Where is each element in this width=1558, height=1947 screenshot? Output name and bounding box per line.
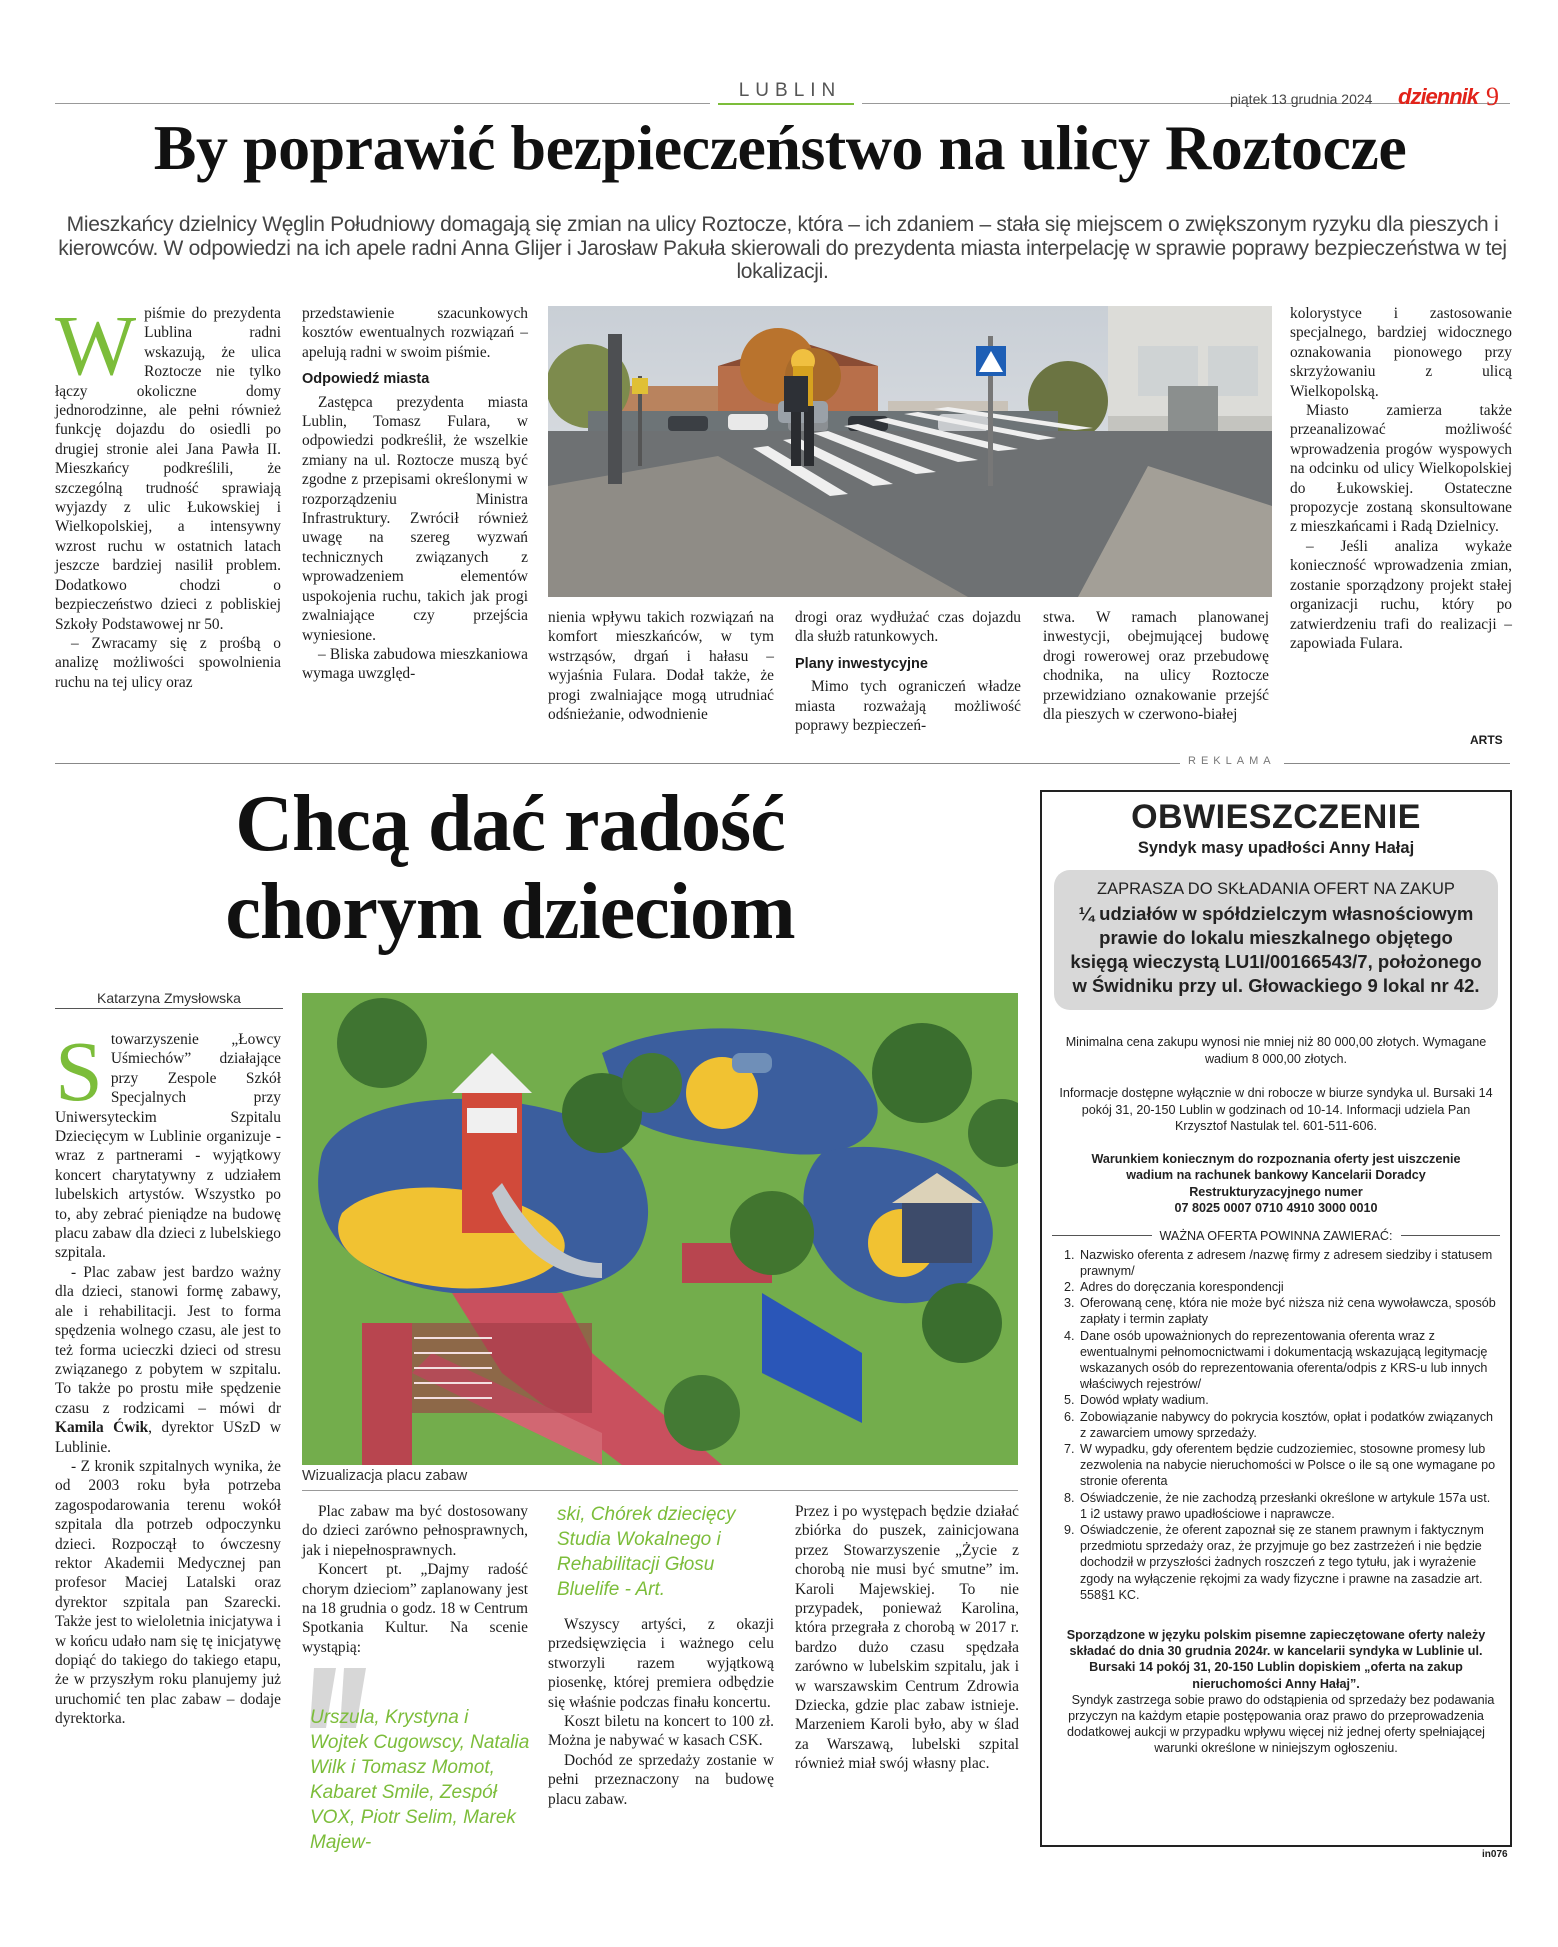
article1-column-1 — [55, 297, 281, 692]
article1-column-5 — [1043, 608, 1269, 724]
requirement-item: 1. Nazwisko oferenta z adresem /nazwę firmy z adresem siedziby i statusem prawnym/ — [1078, 1247, 1498, 1279]
article1-paragraph: Zastępca prezydenta miasta Lublin, Tomasz Fulara, w odpowiedzi podkreślił, że wszelkie zmiany na ul. Roztocze muszą być zgodne z przepisami określonymi w rozporządzeniu Ministra Infrastruktury. Zwrócił również uwagę na szereg wyzwań technicznych związanych z wprowadzeniem elementów uspokojenia ruchu, takich jak progi zwalniające czy przejścia wyniesione. — [302, 393, 528, 644]
article2-author: Katarzyna Zmysłowska — [97, 990, 241, 1006]
requirement-item: 9. Oświadczenie, że oferent zapoznał się ze stanem prawnym i faktycznym przedmiotu sprzedaży oraz, że przyjmuje go bez zastrzeżeń i nie będzie dochodził w przyszłości żadnych roszczeń z tego tytułu, jak i wyrażenie zgody na wyłączenie rękojmi za wady fizyczne i prawne na zasadzie art. 558§1 KC. — [1078, 1522, 1498, 1603]
article1-lead: Mieszkańcy dzielnicy Węglin Południowy domagają się zmian na ulicy Roztocze, która – ich zdaniem – stała się miejscem o zwiększonym ryzyku dla pieszych i kierowców. W odpowiedzi na ich apele radni Anna Glijer i Jarosław Pakuła skierowali do prezydenta miasta interpelację w sprawie poprawy bezpieczeństwa w tej lokalizacji. — [58, 213, 1507, 283]
header-rule-left — [55, 103, 710, 104]
article2-paragraph: Przez i po występach będzie działać zbiórka do puszek, zainicjowana przez Stowarzyszenie „Życie z chorobą nie musi być smutne” im. Karoli Majewskiej. To nie przypadek, ponieważ Karolina, która przegrała z chorobą w 2017 r. bardzo dużo czasu spędzała zarówno w lubelskim szpitalu, jak i w warszawskim Centrum Zdrowia Dziecka, gdzie plac zabaw istnieje. Marzeniem Karoli było, aby w ślad za Warszawą, lubelski szpital również miał swój własny plac. — [795, 1503, 1019, 1773]
article2-title-line: chorym dzieciom — [225, 868, 795, 956]
page-number: 9 — [1486, 82, 1499, 111]
article1-signature: ARTS — [1470, 733, 1503, 747]
article2-paragraph — [55, 1263, 281, 1457]
section-label: LUBLIN — [738, 80, 842, 101]
pull-quote-1: Urszula, Krystyna i Wojtek Cugowscy, Natalia Wilk i Tomasz Momot, Kabaret Smile, Zespół VOX, Piotr Selim, Marek Majew- — [310, 1707, 530, 1853]
article2-column-3 — [548, 1615, 774, 1809]
article2-text: , dyrektor USzD w Lublinie. — [55, 1419, 281, 1456]
article1-subheading: Odpowiedź miasta — [302, 371, 430, 388]
article1-paragraph: kolorystyce i zastosowanie specjalnego, bardziej widocznego oznakowania pionowego przy skrzyżowaniu z ulicą Wielkopolską. — [1290, 305, 1512, 400]
article1-title: By poprawić bezpieczeństwo na ulicy Roztocze — [153, 112, 1407, 183]
article1-paragraph: stwa. W ramach planowanej inwestycji, obejmującej budowę drogi rowerowej oraz przebudowę chodnika, na ulicy Roztocze przewidziano oznakowanie przejść dla pieszych w czerwono-białej — [1043, 609, 1269, 724]
article1-paragraph: nienia wpływu takich rozwiązań na komfort mieszkańców, w tym wstrząsów, drgań i hałasu – wyjaśnia Fulara. Dodał także, że progi zwalniające mogą utrudniać odśnieżanie, odwodnienie — [548, 609, 774, 724]
street-crossing-photo — [548, 306, 1272, 597]
article2-paragraph: Koncert pt. „Dajmy radość chorym dzieciom” zaplanowany jest na 18 grudnia o godz. 18 w Centrum Spotkania Kultur. Na scenie wystąpią: — [302, 1561, 528, 1656]
article2-paragraph: towarzyszenie „Łowcy Uśmiechów” działające przy Zespole Szkół Specjalnych przy Uniwersyteckim Szpitalu Dziecięcym w Lublinie organizuje - wraz z partnerami - wyjątkowy koncert charytatywny z udziałem lubelskich artystów. Wszystko po to, aby zebrać pieniądze na budowę placu zabaw dla dzieci z lubelskiego szpitala. — [55, 1031, 281, 1262]
article1-paragraph: Miasto zamierza także przeanalizować możliwość wprowadzenia progów wyspowych na odcinku od ulicy Wielkopolskiej do Łukowskiej. Ostateczne propozycje zostaną skonsultowane z mieszkańcami i Radą Dzielnicy. — [1290, 402, 1512, 536]
brand-logo: dziennik — [1398, 84, 1479, 109]
offer-invitation: ZAPRASZA DO SKŁADANIA OFERT NA ZAKUP — [1097, 880, 1455, 898]
article2-paragraph: Koszt biletu na koncert to 100 zł. Można je nabywać w kasach CSK. — [548, 1713, 774, 1750]
closing-text: Syndyk zastrzega sobie prawo do odstąpienia od sprzedaży bez podawania przyczyn na każdym etapie postępowania oraz prawo do przeprowadzenia dodatkowej aukcji w przypadku wpływu więcej niż jednej oferty spełniającej warunki określone w niniejszym ogłoszeniu. — [1067, 1692, 1495, 1756]
street-crossing-illustration — [548, 306, 1272, 597]
article2-title-line: Chcą dać radość — [235, 780, 785, 868]
article2-dropcap: S — [55, 1023, 103, 1119]
offer-subject: ¼ udziałów w spółdzielczym własnościowym prawie do lokalu mieszkalnego objętego księgą wieczystą LU1I/00166543/7, położonego w Świdniku przy ul. Głowackiego 9 lokal nr 42. — [1070, 903, 1482, 996]
caption-rule — [302, 1490, 1018, 1491]
requirement-item: 3. Oferowaną cenę, która nie może być niższa niż cena wywoławcza, sposób zapłaty i termin zapłaty — [1078, 1295, 1498, 1327]
requirements-list — [1056, 1247, 1498, 1603]
article2-column-4 — [795, 1502, 1019, 1774]
requirement-item: 4. Dane osób upoważnionych do reprezentowania oferenta wraz z ewentualnymi pełnomocnictwami i dokumentacją wskazującą legitymację wskazanych osób do reprezentowania oferenta/odpis z KRS-u lub innych właściwych rejestrów/ — [1078, 1328, 1498, 1393]
bank-account: 07 8025 0007 0710 4910 3000 0010 — [1174, 1201, 1378, 1215]
article1-paragraph: piśmie do prezydenta Lublina radni wskazują, że ulica Roztocze nie tylko łączy okoliczne domy jednorodzinne, ale pełni również funkcję dojazdu do osiedli po drugiej stronie alei Jana Pawła II. Mieszkańcy podkreślili, że szczególną trudność sprawiają wyjazdy z ulic Łukowskiej i Wielkopolskiej, a intensywny wzrost ruchu w ostatnich latach jeszcze bardziej nasilił problem. Dodatkowo chodzi o bezpieczeństwo dzieci z pobliskiej Szkoły Podstawowej nr 50. — [55, 305, 281, 633]
deposit-condition: Warunkiem koniecznym do rozpoznania oferty jest uiszczenie wadium na rachunek bankowy Kancelarii Doradcy Restrukturyzacyjnego numer — [1091, 1151, 1461, 1199]
announcement-box — [1040, 790, 1512, 1847]
list-heading-rule — [1052, 1235, 1152, 1236]
article2-paragraph: - Z kronik szpitalnych wynika, że od 2003 roku była potrzeba zagospodarowania terenu wokół szpitala dla potrzeb odpoczynku dzieci. Rozpoczął to ówczesny rektor Akademii Medycznej pan profesor Maciej Latalski oraz dyrektor szpitala pan Szarecki. Także jest to wieloletnia inicjatywa i w końcu udało nam się tę inicjatywę dopiąć do takiego do takiego etapu, że w przyszłym roku planujemy już uruchomić ten plac zabaw – dodaje dyrektorka. — [55, 1457, 281, 1728]
pull-quote-2: ski, Chórek dziecięcy Studia Wokalnego i Rehabilitacji Głosu Bluelife - Art. — [557, 1504, 736, 1600]
article2-paragraph: Wszyscy artyści, z okazji przedsięwzięcia i ważnego celu stworzyli razem wyjątkową piosenkę, której premiera odbędzie się właśnie podczas finału koncertu. — [548, 1616, 774, 1711]
requirement-item: 6. Zobowiązanie nabywcy do pokrycia kosztów, opłat i podatków związanych z zawarciem umowy sprzedaży. — [1078, 1409, 1498, 1441]
ad-code: in076 — [1482, 1849, 1508, 1860]
article1-column-4 — [795, 608, 1021, 735]
article1-paragraph: – Jeśli analiza wykaże konieczność wprowadzenia zmian, zostanie sporządzony projekt stałej organizacji ruchu, który po zatwierdzeniu trafi do realizacji – zapowiada Fulara. — [1290, 537, 1512, 652]
author-rule — [55, 1008, 283, 1009]
offer-box — [1054, 870, 1498, 1010]
section-underline — [718, 103, 854, 105]
article1-dropcap: W — [55, 297, 137, 393]
article2-column-2 — [302, 1502, 528, 1657]
closing-bold: Sporządzone w języku polskim pisemne zapieczętowane oferty należy składać do dnia 30 grudnia 2024r. w kancelarii syndyka w Lublinie ul. Bursaki 14 pokój 31, 20-150 Lublin dopiskiem „oferta na zakup nieruchomości Anny Hałaj”. — [1066, 1627, 1486, 1691]
announcement-subtitle: Syndyk masy upadłości Anny Hałaj — [1137, 839, 1415, 857]
article1-paragraph: drogi oraz wydłużać czas dojazdu dla służb ratunkowych. — [795, 609, 1021, 646]
article1-column-2 — [302, 304, 528, 684]
article2-paragraph: Plac zabaw ma być dostosowany do dzieci zarówno pełnosprawnych, jak i niepełnosprawnych. — [302, 1503, 528, 1559]
playground-illustration — [302, 993, 1018, 1465]
article2-text: - Plac zabaw jest bardzo ważny dla dzieci, stanowi formę zabawy, ale i rehabilitacji. Jest to forma spędzenia wolnego czasu, ale jest to też forma ucieczki dzieci od stresu związanego z pobytem w szpitalu. To także po prostu miłe spędzenie czasu z rodzicami – mówi dr — [55, 1263, 281, 1417]
ad-label: REKLAMA — [1180, 755, 1284, 767]
announcement-title: OBWIESZCZENIE — [1131, 798, 1421, 836]
section-separator — [55, 763, 1510, 764]
requirement-item: 5. Dowód wpłaty wadium. — [1078, 1392, 1498, 1408]
list-heading: WAŻNA OFERTA POWINNA ZAWIERAĆ: — [1159, 1228, 1393, 1243]
requirement-item: 7. W wypadku, gdy oferentem będzie cudzoziemiec, stosowne promesy lub zezwolenia na nabycie nieruchomości w Polsce o ile są one wymagane po stronie oferenta — [1078, 1441, 1498, 1490]
article2-paragraph: Dochód ze sprzedaży zostanie w pełni przeznaczony na budowę placu zabaw. — [548, 1751, 774, 1808]
list-heading-rule — [1401, 1235, 1501, 1236]
playground-visualization — [302, 993, 1018, 1465]
article1-column-3 — [548, 608, 774, 724]
article1-subheading: Plany inwestycyjne — [795, 655, 928, 672]
article1-paragraph: przedstawienie szacunkowych kosztów ewentualnych rozwiązań – apelują radni w swoim piśmie. — [302, 305, 528, 361]
photo-caption: Wizualizacja placu zabaw — [302, 1468, 468, 1484]
info-text: Informacje dostępne wyłącznie w dni robocze w biurze syndyka ul. Bursaki 14 pokój 31, 20-150 Lublin w godzinach od 10-14. Informacji udziela Pan Krzysztof Nastulak tel. 601-511-606. — [1059, 1086, 1493, 1133]
requirement-item: 8. Oświadczenie, że nie zachodzą przesłanki określone w artykule 157a ust. 1 i2 ustawy prawo upadłościowe i naprawcze. — [1078, 1490, 1498, 1522]
minimum-price: Minimalna cena zakupu wynosi nie mniej niż 80 000,00 złotych. Wymagane wadium 8 000,00 złotych. — [1065, 1035, 1487, 1066]
list-heading-row — [1052, 1229, 1500, 1243]
article1-paragraph: – Zwracamy się z prośbą o analizę możliwości spowolnienia ruchu na tej ulicy oraz — [55, 634, 281, 691]
article2-person-name: Kamila Ćwik — [55, 1419, 149, 1437]
article1-paragraph: Mimo tych ograniczeń władze miasta rozważają możliwość poprawy bezpieczeń- — [795, 678, 1021, 735]
article2-column-1 — [55, 1023, 281, 1729]
article2-title — [70, 780, 950, 956]
requirement-item: 2. Adres do doręczania korespondencji — [1078, 1279, 1498, 1295]
article1-paragraph: – Bliska zabudowa mieszkaniowa wymaga uwzględ- — [302, 645, 528, 683]
article1-column-6 — [1290, 304, 1512, 653]
issue-date: piątek 13 grudnia 2024 — [1230, 91, 1373, 107]
